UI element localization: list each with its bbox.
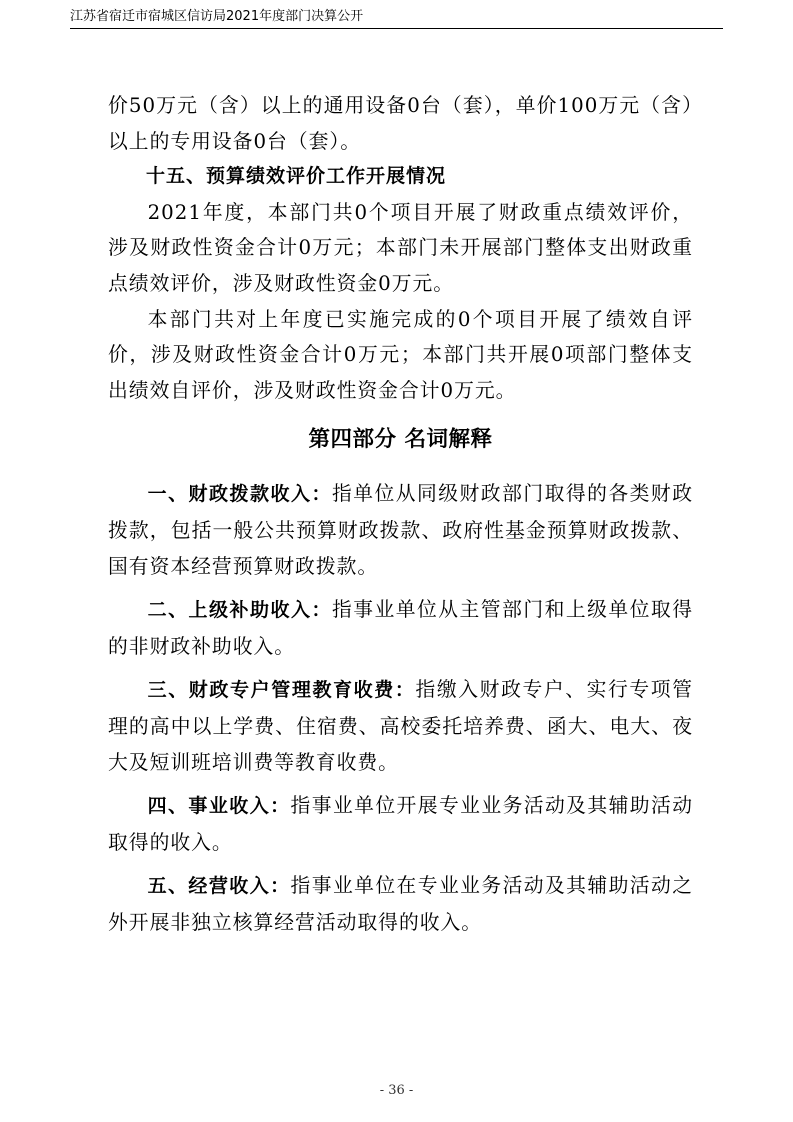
term-label: 四、事业收入： xyxy=(147,795,291,818)
term-description: 指事业单位从主管部门和上级单位取得的非财政补助收入。 xyxy=(108,598,693,658)
paragraph-key-evaluation: 2021年度，本部门共0个项目开展了财政重点绩效评价，涉及财政性资金合计0万元；本部门未开展部门整体支出财政重点绩效评价，涉及财政性资金0万元。 xyxy=(108,200,693,295)
term-label: 一、财政拨款收入： xyxy=(147,483,332,506)
running-header: 江苏省宿迁市宿城区信访局2021年度部门决算公开 xyxy=(70,6,723,29)
term-description: 指缴入财政专户、实行专项管理的高中以上学费、住宿费、高校委托培养费、函大、电大、夜大及短训班培训费等教育收费。 xyxy=(108,678,693,774)
term-label: 三、财政专户管理教育收费： xyxy=(147,679,416,702)
term-label: 五、经营收入： xyxy=(147,875,291,898)
section-heading-15: 十五、预算绩效评价工作开展情况 xyxy=(146,165,447,188)
term-item xyxy=(108,788,693,860)
part-title: 第四部分 名词解释 xyxy=(308,427,493,453)
term-label: 二、上级补助收入： xyxy=(147,599,332,622)
term-item xyxy=(108,476,693,584)
term-item xyxy=(108,672,693,780)
term-description: 指事业单位在专业业务活动及其辅助活动之外开展非独立核算经营活动取得的收入。 xyxy=(108,874,693,934)
paragraph-self-evaluation: 本部门共对上年度已实施完成的0个项目开展了绩效自评价，涉及财政性资金合计0万元；本部门共开展0项部门整体支出绩效自评价，涉及财政性资金合计0万元。 xyxy=(108,307,693,402)
term-item xyxy=(108,868,693,940)
page-number: - 36 - xyxy=(379,1083,414,1098)
page-content xyxy=(108,88,693,940)
term-item xyxy=(108,592,693,664)
term-description: 指单位从同级财政部门取得的各类财政拨款，包括一般公共预算财政拨款、政府性基金预算财政拨款、国有资本经营预算财政拨款。 xyxy=(108,482,693,578)
paragraph-equipment: 价50万元（含）以上的通用设备0台（套），单价100万元（含）以上的专用设备0台（套）。 xyxy=(108,94,693,153)
term-description: 指事业单位开展专业业务活动及其辅助活动取得的收入。 xyxy=(108,794,693,854)
